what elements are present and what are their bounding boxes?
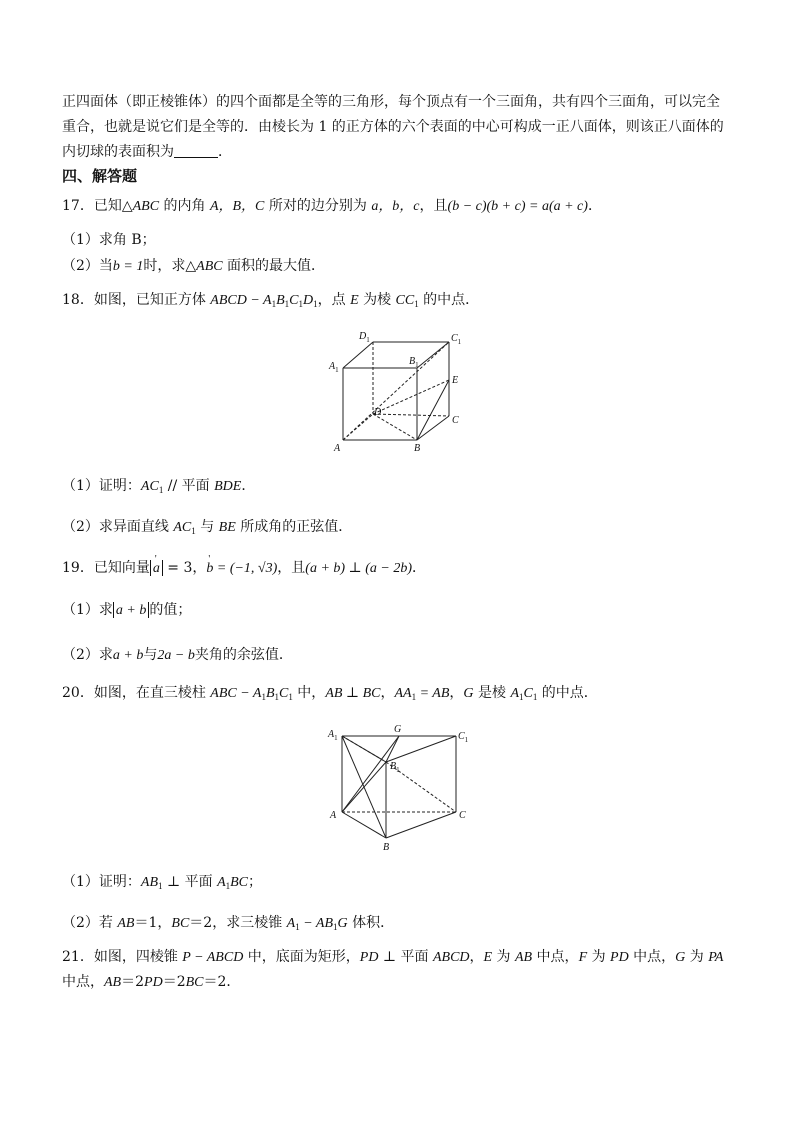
q18-part1: （1）证明：$AC_1$ // 平面 BDE． [62,478,256,495]
intro-line-2: 重合，也就是说它们是全等的．由棱长为 1 的正方体的六个表面的中心可构成一正八面体，则该正八面体的 [62,119,724,135]
label-B: B [414,443,421,454]
q20-part1: （1）证明：$AB_1$ ⊥ 平面 $A_1BC$； [62,874,263,891]
label-A: A [330,810,337,821]
prism-figure [326,722,474,854]
q17-part1: （1）求角 B； [62,232,156,248]
intro-line-3: 内切球的表面积为 ． [62,144,232,160]
cube-figure [325,328,465,456]
label-B1: $B_1$ [409,356,419,369]
label-E: E [452,375,459,386]
q17-part2: （2）当b = 1时，求△ABC 面积的最大值． [62,258,326,274]
label-C1: $C_1$ [451,333,462,346]
label-C: C [459,810,466,821]
answer-blank [174,143,218,158]
q20-part2: （2）若 AB＝1，BC＝2，求三棱锥 $A_1 - AB_1G$ 体积． [62,915,395,932]
intro-line-1: 正四面体（即正棱锥体）的四个面都是全等的三角形，每个顶点有一个三面角，共有四个三面角，可以完全 [62,94,720,110]
label-D: D [374,407,382,418]
label-B1: $B_1$ [390,761,400,774]
label-A: A [334,443,341,454]
section-heading: 四、解答题 [62,167,138,185]
label-G: G [394,724,402,735]
q20-stem: 20．如图，在直三棱柱 ABC − $A_1B_1C_1$ 中，AB ⊥ BC，$AA_1$ = AB，G 是棱 $A_1C_1$ 的中点． [62,685,598,702]
q18-stem: 18．如图，已知正方体 ABCD − $A_1B_1C_1D_1$，点 E 为棱 $CC_1$ 的中点． [62,292,480,309]
label-B: B [383,842,390,853]
q19-stem: 19．已知向量' a = 3，' b = (−1, √3)，且(a + b) ⊥ (a − 2b)． [62,558,426,579]
q21-stem-line-1: 21．如图，四棱锥 P − ABCD 中，底面为矩形，PD ⊥ 平面 ABCD，E 为 AB 中点，F 为 PD 中点，G 为 PA [62,949,724,965]
q18-part2: （2）求异面直线 $AC_1$ 与 BE 所成角的正弦值． [62,519,353,536]
q19-part2: （2）求a + b与2a − b夹角的余弦值． [62,647,293,663]
label-C: C [452,415,459,426]
label-D1: $D_1$ [359,331,370,344]
label-A1: $A_1$ [329,361,339,374]
label-C1: $C_1$ [458,731,469,744]
q17-stem: 17．已知△ABC 的内角 A，B，C 所对的边分别为 a，b，c，且(b − c)(b + c) = a(a + c)． [62,198,602,214]
q21-stem-line-2: 中点，AB＝2PD＝2BC＝2． [62,974,241,990]
label-A1: $A_1$ [328,729,338,742]
q19-part1: （1）求 a + b 的值； [62,602,192,618]
